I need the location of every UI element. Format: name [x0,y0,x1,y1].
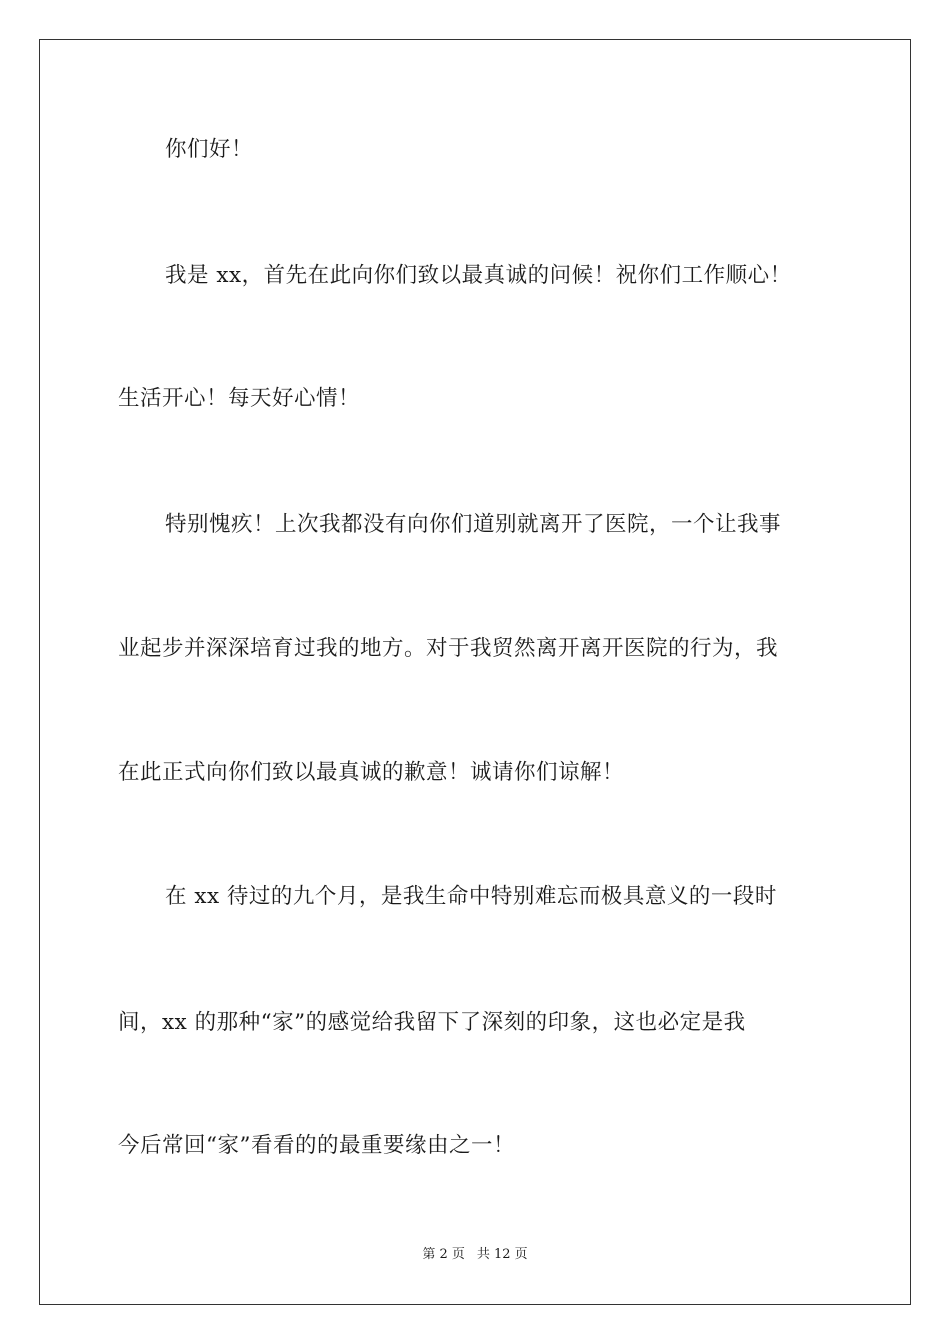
greeting-line: 你们好！ [165,137,254,162]
paragraph-line: 在此正式向你们致以最真诚的歉意！诚请你们谅解！ [118,760,625,785]
page-total: 共 12 页 [476,1247,528,1262]
page-border [39,39,911,1305]
paragraph-line: 生活开心！每天好心情！ [118,386,361,411]
paragraph-line: 今后常回“家”看看的的最重要缘由之一！ [118,1133,515,1158]
paragraph-line: 间，xx 的那种“家”的感觉给我留下了深刻的印象，这也必定是我 [118,1010,746,1035]
paragraph-line: 我是 xx，首先在此向你们致以最真诚的问候！祝你们工作顺心！ [165,263,792,288]
paragraph-line: 在 xx 待过的九个月，是我生命中特别难忘而极具意义的一段时 [165,884,777,909]
page-number: 第 2 页 [422,1247,465,1262]
page-footer [0,1248,950,1261]
paragraph-line: 业起步并深深培育过我的地方。对于我贸然离开离开医院的行为，我 [118,636,779,661]
paragraph-line: 特别愧疚！上次我都没有向你们道别就离开了医院，一个让我事 [165,512,782,537]
